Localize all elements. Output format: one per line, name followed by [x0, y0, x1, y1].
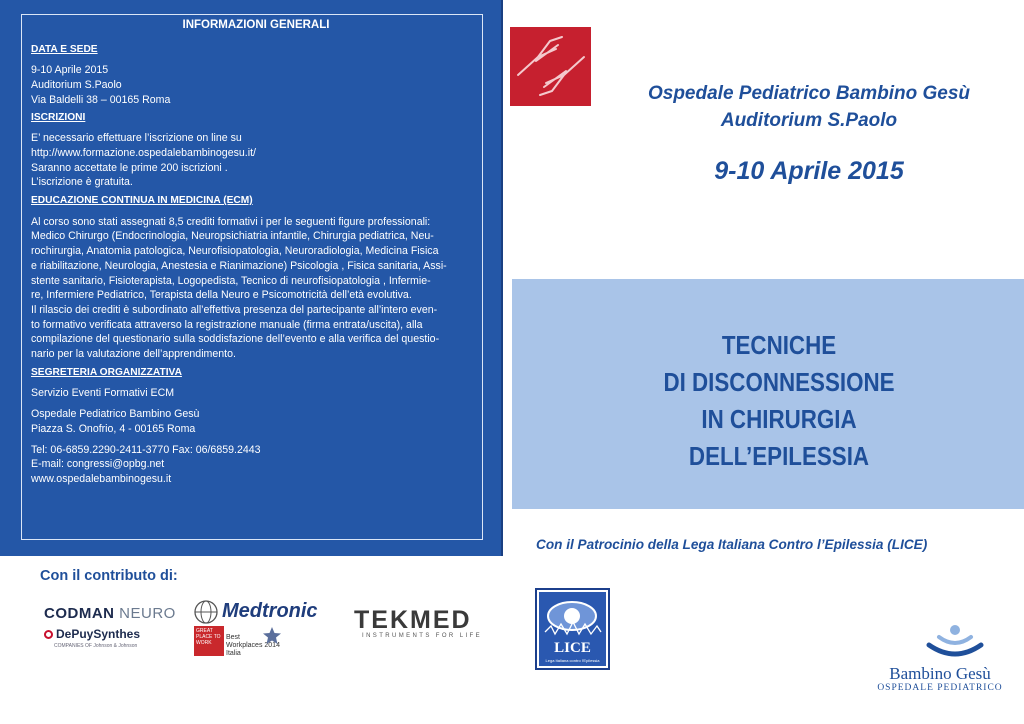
event-title-line: TECNICHE [721, 330, 837, 360]
section-text: E’ necessario effettuare l’iscrizione on line su http://www.formazione.ospedalebambinogesu.it/ Saranno accettate le prime 200 iscrizioni . L’iscrizione è gratuita. [31, 132, 256, 189]
tekmed-logo: TEKMED [354, 606, 472, 634]
depuy-logo [44, 627, 140, 641]
venue-auditorium: Auditorium S.Paolo [720, 110, 898, 131]
event-title-line: DI DISCONNESSIONE [663, 367, 895, 397]
event-title [512, 327, 1024, 475]
bambino-gesu-emblem-icon [925, 623, 985, 663]
venue-hospital: Ospedale Pediatrico Bambino Gesù [647, 83, 971, 104]
event-title-line: IN CHIRURGIA [701, 404, 857, 434]
section-iscrizioni [31, 111, 481, 191]
section-heading: DATA E SEDE [31, 43, 98, 55]
great-place-to-work-badge: GREAT PLACE TO WORK [194, 626, 224, 656]
event-title-line: DELL’EPILESSIA [688, 441, 870, 471]
codman-neuro: NEURO [119, 605, 176, 622]
info-title: INFORMAZIONI GENERALI [182, 19, 330, 31]
lice-logo [535, 588, 610, 670]
codman-main: CODMAN [44, 605, 115, 622]
section-segreteria [31, 366, 481, 487]
star-icon [262, 626, 282, 651]
lice-eye-icon [539, 592, 606, 640]
depuy-text: DePuySynthes [56, 627, 141, 641]
venue [600, 80, 1018, 134]
info-content [31, 18, 481, 487]
patronage-text: Con il Patrocinio della Lega Italiana Contro l’Epilessia (LICE) [536, 537, 928, 552]
medtronic-logo: Medtronic [222, 600, 318, 622]
lice-logo-field [539, 592, 606, 666]
tekmed-subtitle: INSTRUMENTS FOR LIFE [362, 633, 483, 639]
section-heading: ISCRIZIONI [31, 111, 86, 123]
section-text: Ospedale Pediatrico Bambino Gesù Piazza S. Onofrio, 4 - 00165 Roma [31, 408, 200, 435]
event-date: 9-10 Aprile 2015 [714, 157, 904, 185]
section-heading: SEGRETERIA ORGANIZZATIVA [31, 366, 182, 378]
bambino-gesu-name: Bambino Gesù [889, 664, 991, 683]
codman-logo [44, 605, 176, 622]
lice-subtitle: Lega Italiana contro l'Epilessia [545, 658, 600, 663]
section-text: Al corso sono stati assegnati 8,5 crediti formativi i per le seguenti figure professionali: Medico Chirurgo (Endocrinologia, Neuropsichiatria infantile, Chirurgia pediatrica, Neu- rochirurgia, Anatomia patologica, Neurofisiopatologia, Neuroradiologia, Medicina Fisica e riabilitazione, Neurologia, Anestesia e Rianimazione) Psicologia , Fisica sanitaria, Assi- stente sanitario, Fisioterapista, Logopedista, Tecnico di neurofisiopatologia , Infermie- re, Infermiere Pediatrico, Terapista della Neuro e Psicomotricità dell’età evolutiva. Il rilascio dei crediti è subordinato all’effettiva presenza del partecipante all’intero even- to formativo verificata attraverso la registrazione manuale (firma entrata/uscita), alla compilazione del questionario sulla soddisfazione dell’evento e alla verifica del questio- nario per la valutazione dell’apprendimento. [31, 215, 447, 361]
section-heading: EDUCAZIONE CONTINUA IN MEDICINA (ECM) [31, 195, 253, 207]
section-ecm [31, 194, 481, 362]
hands-logo-icon [510, 27, 591, 106]
best-workplaces-text: Best Workplaces 2014 Italia [226, 634, 280, 657]
section-data-sede [31, 43, 481, 108]
section-text: Tel: 06-6859.2290-2411-3770 Fax: 06/6859.2443 E-mail: congressi@opbg.net www.ospedalebambinogesu.it [31, 443, 261, 485]
depuy-subtitle: COMPANIES OF Johnson & Johnson [54, 643, 138, 649]
depuy-icon [44, 630, 53, 639]
section-text: 9-10 Aprile 2015 Auditorium S.Paolo Via Baldelli 38 – 00165 Roma [31, 64, 171, 106]
lice-name: LICE [554, 640, 591, 656]
section-text: Servizio Eventi Formativi ECM [31, 387, 175, 400]
contributors-label: Con il contributo di: [40, 568, 178, 584]
bambino-gesu-subtitle: OSPEDALE PEDIATRICO [877, 683, 1003, 693]
